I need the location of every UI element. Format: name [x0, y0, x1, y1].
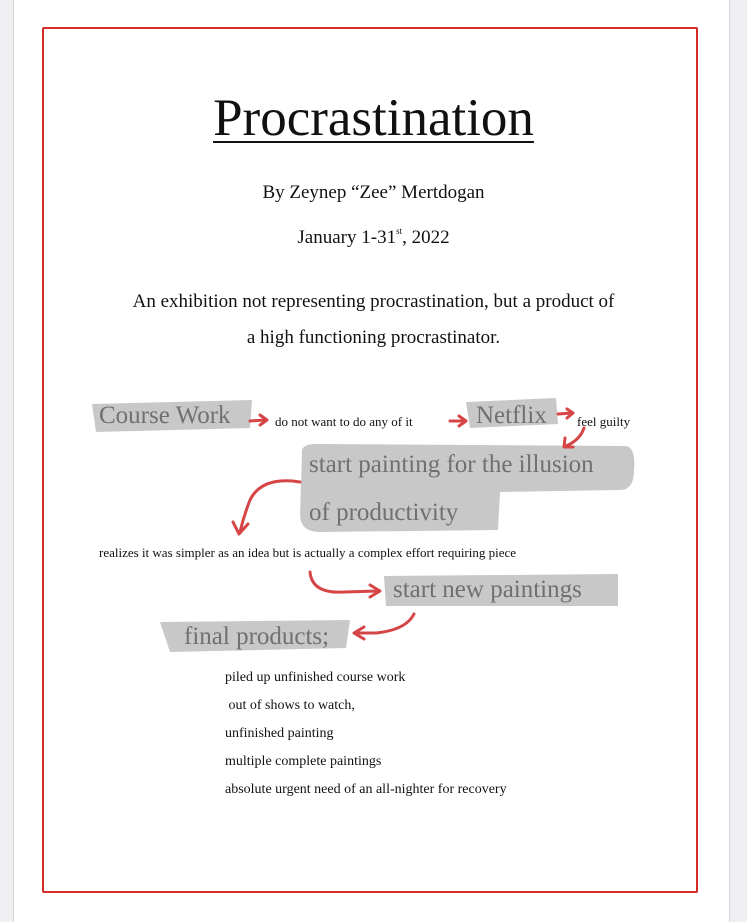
- list-item: unfinished painting: [225, 726, 334, 741]
- list-item: absolute urgent need of an all-nighter for recovery: [225, 782, 507, 797]
- arrow-icon: [356, 614, 414, 633]
- flow-feel-guilty: feel guilty: [577, 414, 631, 429]
- page-title: Procrastination: [213, 89, 534, 147]
- author-byline: By Zeynep “Zee” Mertdogan: [262, 182, 485, 203]
- flow-final-products: final products;: [184, 623, 330, 650]
- flow-course-work: Course Work: [99, 402, 231, 429]
- arrow-icon: [250, 420, 265, 421]
- flow-do-not-want: do not want to do any of it: [275, 414, 413, 429]
- arrow-icon: [566, 428, 584, 446]
- description-line-2: a high functioning procrastinator.: [246, 327, 501, 348]
- flow-start-painting-line-1: start painting for the illusion: [309, 451, 594, 478]
- flow-start-painting-line-2: of productivity: [309, 499, 459, 526]
- list-item: multiple complete paintings: [225, 754, 382, 769]
- description-line-1: An exhibition not representing procrastination, but a product of: [132, 291, 615, 312]
- flow-start-new-paintings: start new paintings: [393, 576, 582, 603]
- exhibition-date: January 1-31st, 2022: [297, 226, 450, 248]
- list-item: piled up unfinished course work: [225, 670, 406, 685]
- arrow-icon: [310, 572, 378, 592]
- flow-realizes: realizes it was simpler as an idea but is actually a complex effort requiring piece: [99, 545, 517, 560]
- list-item: out of shows to watch,: [225, 698, 355, 713]
- flow-netflix: Netflix: [476, 402, 547, 429]
